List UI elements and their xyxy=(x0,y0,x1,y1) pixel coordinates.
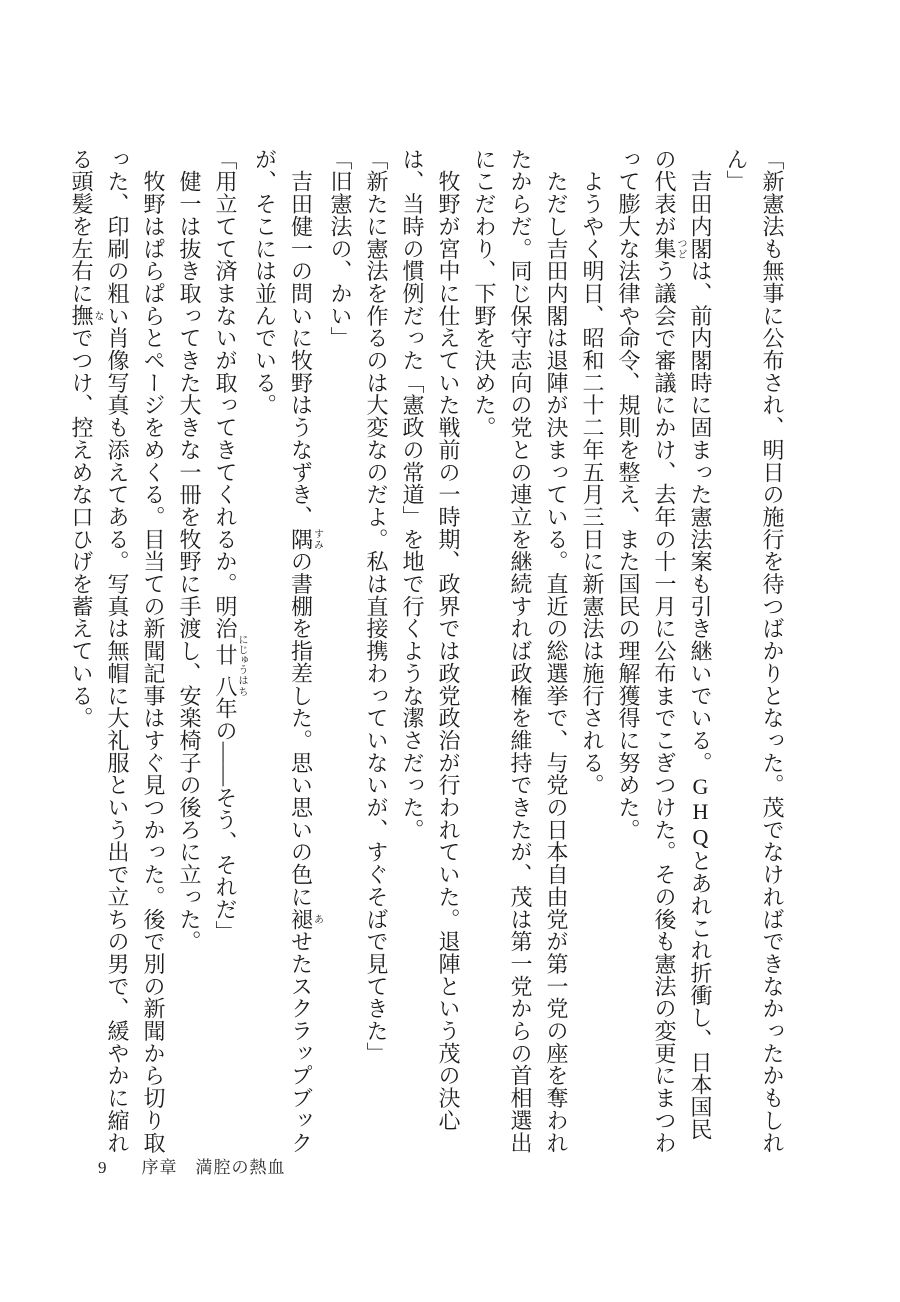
paragraph-3: ようやく明日、昭和二十二年五月三日に新憲法は施行される。 xyxy=(580,148,605,797)
paragraph-5: 牧野が宮中に仕えていた戦前の一時期、政界では政党政治が行われていた。退陣という茂の決心は、当時の慣例だった「憲政の常道」を地で行くような潔さだった。 xyxy=(400,148,461,1132)
paragraph-9: 「用立てて済まないが取ってきてくれるか。明治廿にじゅう八はち年の――そう、それだ」 xyxy=(213,148,247,943)
latin-upright-text: GHQ xyxy=(688,773,713,850)
paragraph-6: 「新たに憲法を作るのは大変なのだよ。私は直接携わっていないが、すぐそばで見てきた」 xyxy=(364,148,389,1065)
paragraph-11: 牧野はぱらぱらとページをめくる。目当ての新聞記事はすぐ見つかった。後で別の新聞から切り取った、印刷の粗い肖像写真も添えてある。写真は無帽に大礼服という出で立ちの男で、緩やかに縮れる頭髪を左右に撫なでつけ、控えめな口ひげを蓄えている。 xyxy=(69,148,166,1154)
paragraph-10: 健一は抜き取ってきた大きな一冊を牧野に手渡し、安楽椅子の後ろに立った。 xyxy=(177,148,202,953)
ruby-annotation: 廿にじゅう xyxy=(213,634,247,675)
page-footer xyxy=(98,1153,286,1178)
ruby-annotation: 八はち xyxy=(213,674,247,698)
paragraph-4: ただし吉田内閣は退陣が決まっている。直近の総選挙で、与党の日本自由党が第一党の座を奪われたからだ。同じ保守志向の党との連立を継続すれば政権を維持できたが、茂は第一党からの首相選出にこだわり、下野を決めた。 xyxy=(472,148,569,1154)
ruby-annotation: 集つど xyxy=(652,237,686,260)
paragraph-8: 吉田健一の問いに牧野はうなずき、隅すみの書棚を指差した。思い思いの色に褪あせたスクラップブックが、そこには並んでいる。 xyxy=(252,148,323,1154)
body-text xyxy=(63,148,790,1158)
ruby-annotation: 撫な xyxy=(69,304,103,327)
paragraph-7: 「旧憲法の、かい」 xyxy=(328,148,353,350)
paragraph-2: 吉田内閣は、前内閣時に固まった憲法案も引き継いでいる。GHQとあれこれ折衝し、日本国民の代表が集つどう議会で審議にかけ、去年の十一月に公布までこぎつけた。その後も憲法の変更にまつわって膨大な法律や命令、規則を整え、また国民の理解獲得に努めた。 xyxy=(616,148,713,1154)
ruby-annotation: 隅すみ xyxy=(288,527,323,551)
paragraph-1: 「新憲法も無事に公布され、明日の施行を待つばかりとなった。茂でなければできなかったかもしれん」 xyxy=(724,148,785,1154)
ruby-annotation: 褪あ xyxy=(288,907,323,931)
page-number: 9 xyxy=(98,1158,108,1177)
running-title: 序章 満腔の熱血 xyxy=(141,1158,286,1177)
